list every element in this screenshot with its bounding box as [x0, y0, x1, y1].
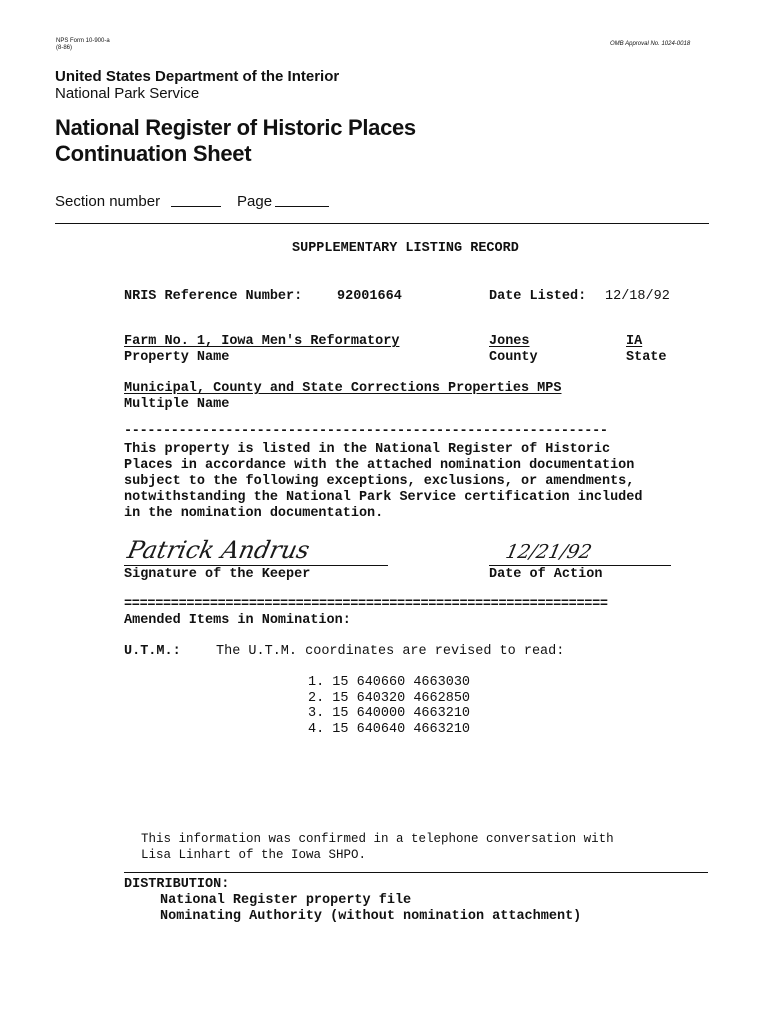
multiple-name: Municipal, County and State Corrections Properties MPS	[124, 381, 562, 396]
state-label: State	[626, 350, 667, 365]
keeper-signature: Patrick Andrus	[125, 536, 313, 564]
listing-statement-line1: This property is listed in the National Register of Historic	[124, 442, 611, 457]
form-revision: (8-86)	[56, 45, 73, 51]
distribution-item: National Register property file	[160, 893, 412, 908]
multiple-name-label: Multiple Name	[124, 397, 230, 412]
utm-coordinate: 1. 15 640660 4663030	[308, 675, 471, 690]
form-title-line1: National Register of Historic Places	[55, 115, 416, 140]
action-date-handwritten: 12/21/92	[503, 541, 594, 563]
listing-statement-line4: notwithstanding the National Park Service certification included	[124, 490, 643, 505]
listing-statement-line3: subject to the following exceptions, exclusions, or amendments,	[124, 474, 635, 489]
double-separator: ==============================================================	[124, 597, 608, 612]
dashed-separator: --------------------------------------------------------------	[124, 424, 608, 439]
service-name: National Park Service	[55, 85, 200, 102]
distribution-item: Nominating Authority (without nomination attachment)	[160, 909, 582, 924]
date-listed-label: Date Listed:	[489, 289, 587, 304]
nris-label: NRIS Reference Number:	[124, 289, 303, 304]
utm-coordinate: 4. 15 640640 4663210	[308, 722, 471, 737]
utm-coordinate: 2. 15 640320 4662850	[308, 691, 471, 706]
property-name: Farm No. 1, Iowa Men's Reformatory	[124, 334, 400, 349]
utm-label: U.T.M.:	[124, 644, 181, 659]
utm-text: The U.T.M. coordinates are revised to read:	[216, 644, 565, 659]
confirmation-line2: Lisa Linhart of the Iowa SHPO.	[141, 848, 367, 862]
signature-line	[124, 565, 388, 566]
section-number-blank	[171, 206, 221, 207]
confirmation-line1: This information was confirmed in a telephone conversation with	[141, 832, 614, 846]
utm-coordinate: 3. 15 640000 4663210	[308, 706, 471, 721]
county-label: County	[489, 350, 538, 365]
page-label: Page	[237, 193, 273, 210]
nris-value: 92001664	[337, 289, 402, 304]
distribution-label: DISTRIBUTION:	[124, 877, 230, 892]
omb-approval: OMB Approval No. 1024-0018	[610, 41, 691, 47]
record-heading: SUPPLEMENTARY LISTING RECORD	[292, 241, 519, 256]
signature-label: Signature of the Keeper	[124, 567, 311, 582]
distribution-divider	[124, 872, 708, 873]
state-value: IA	[626, 334, 643, 349]
listing-statement-line2: Places in accordance with the attached nomination documentation	[124, 458, 635, 473]
form-number: NPS Form 10-900-a	[56, 38, 110, 44]
date-of-action-label: Date of Action	[489, 567, 603, 582]
listing-statement-line5: in the nomination documentation.	[124, 506, 384, 521]
department-name: United States Department of the Interior	[55, 68, 340, 85]
header-divider	[55, 223, 709, 224]
page-blank	[275, 206, 329, 207]
amended-heading: Amended Items in Nomination:	[124, 613, 351, 628]
section-number-label: Section number	[55, 193, 161, 210]
action-date-line	[489, 565, 671, 566]
form-title-line2: Continuation Sheet	[55, 141, 252, 166]
property-name-label: Property Name	[124, 350, 230, 365]
county-value: Jones	[489, 334, 530, 349]
date-listed-value: 12/18/92	[605, 289, 670, 304]
